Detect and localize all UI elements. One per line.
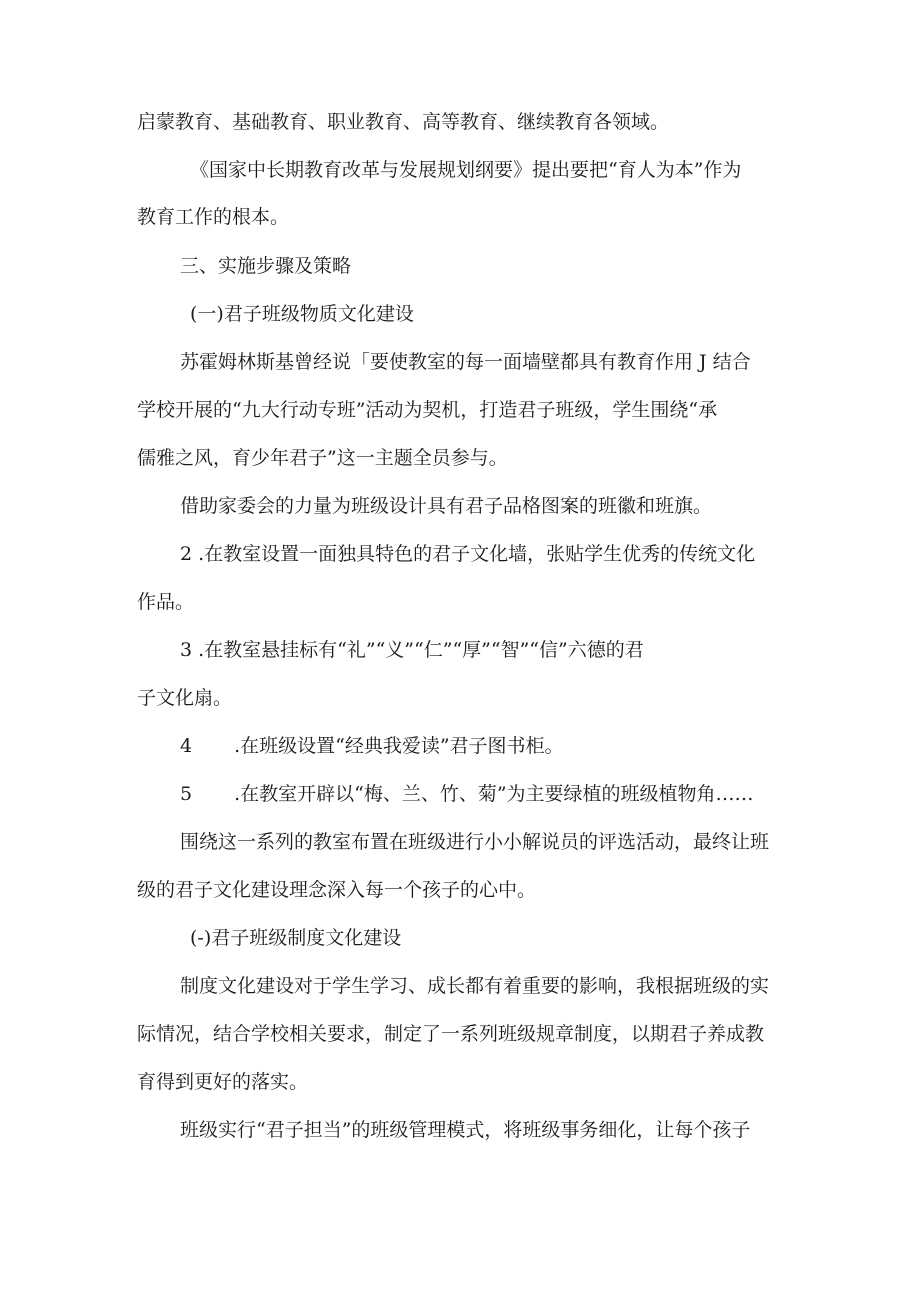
- list-item-text: .在班级设置“经典我爱读”君子图书柜。: [234, 735, 564, 757]
- paragraph-line: 围绕这一系列的教室布置在班级进行小小解说员的评选活动，最终让班: [180, 831, 770, 853]
- section-heading: 三、实施步骤及策略: [180, 255, 352, 277]
- paragraph-line: 借助家委会的力量为班级设计具有君子品格图案的班徽和班旗。: [180, 495, 713, 517]
- list-item-number: 5: [180, 783, 193, 805]
- paragraph-line: 《国家中长期教育改革与发展规划纲要》提出要把“育人为本”作为: [190, 159, 742, 181]
- subsection-heading: (一)君子班级物质文化建设: [190, 303, 414, 325]
- paragraph-line: 作品。: [137, 591, 195, 613]
- paragraph-line: 儒雅之风，育少年君子”这一主题全员参与。: [137, 447, 508, 469]
- list-item: [180, 733, 564, 759]
- paragraph-line: 育得到更好的落实。: [137, 1071, 309, 1093]
- paragraph-line: 级的君子文化建设理念深入每一个孩子的心中。: [137, 879, 537, 901]
- paragraph-line: 子文化扇。: [137, 687, 233, 709]
- list-item: [180, 781, 754, 807]
- paragraph-line: 际情况，结合学校相关要求，制定了一系列班级规章制度，以期君子养成教: [137, 1023, 765, 1045]
- paragraph-line: 制度文化建设对于学生学习、成长都有着重要的影响，我根据班级的实: [180, 975, 770, 997]
- paragraph-line: 启蒙教育、基础教育、职业教育、高等教育、继续教育各领域。: [137, 111, 670, 133]
- list-item-number: 4: [180, 735, 193, 757]
- list-item: 3 .在教室悬挂标有“礼”“义”“仁”“厚”“智”“信”六德的君: [180, 639, 644, 661]
- paragraph-line: 学校开展的“九大行动专班”活动为契机，打造君子班级，学生围绕“承: [137, 399, 718, 421]
- list-item-text: .在教室开辟以“梅、兰、竹、菊”为主要绿植的班级植物角……: [234, 783, 754, 805]
- paragraph-line: 班级实行“君子担当”的班级管理模式，将班级事务细化，让每个孩子: [180, 1119, 751, 1141]
- list-item: 2 .在教室设置一面独具特色的君子文化墙，张贴学生优秀的传统文化: [180, 543, 756, 565]
- subsection-heading: (-)君子班级制度文化建设: [190, 927, 402, 949]
- paragraph-line: 苏霍姆林斯基曾经说「要使教室的每一面墙壁都具有教育作用 J 结合: [180, 351, 751, 373]
- paragraph-line: 教育工作的根本。: [137, 206, 290, 228]
